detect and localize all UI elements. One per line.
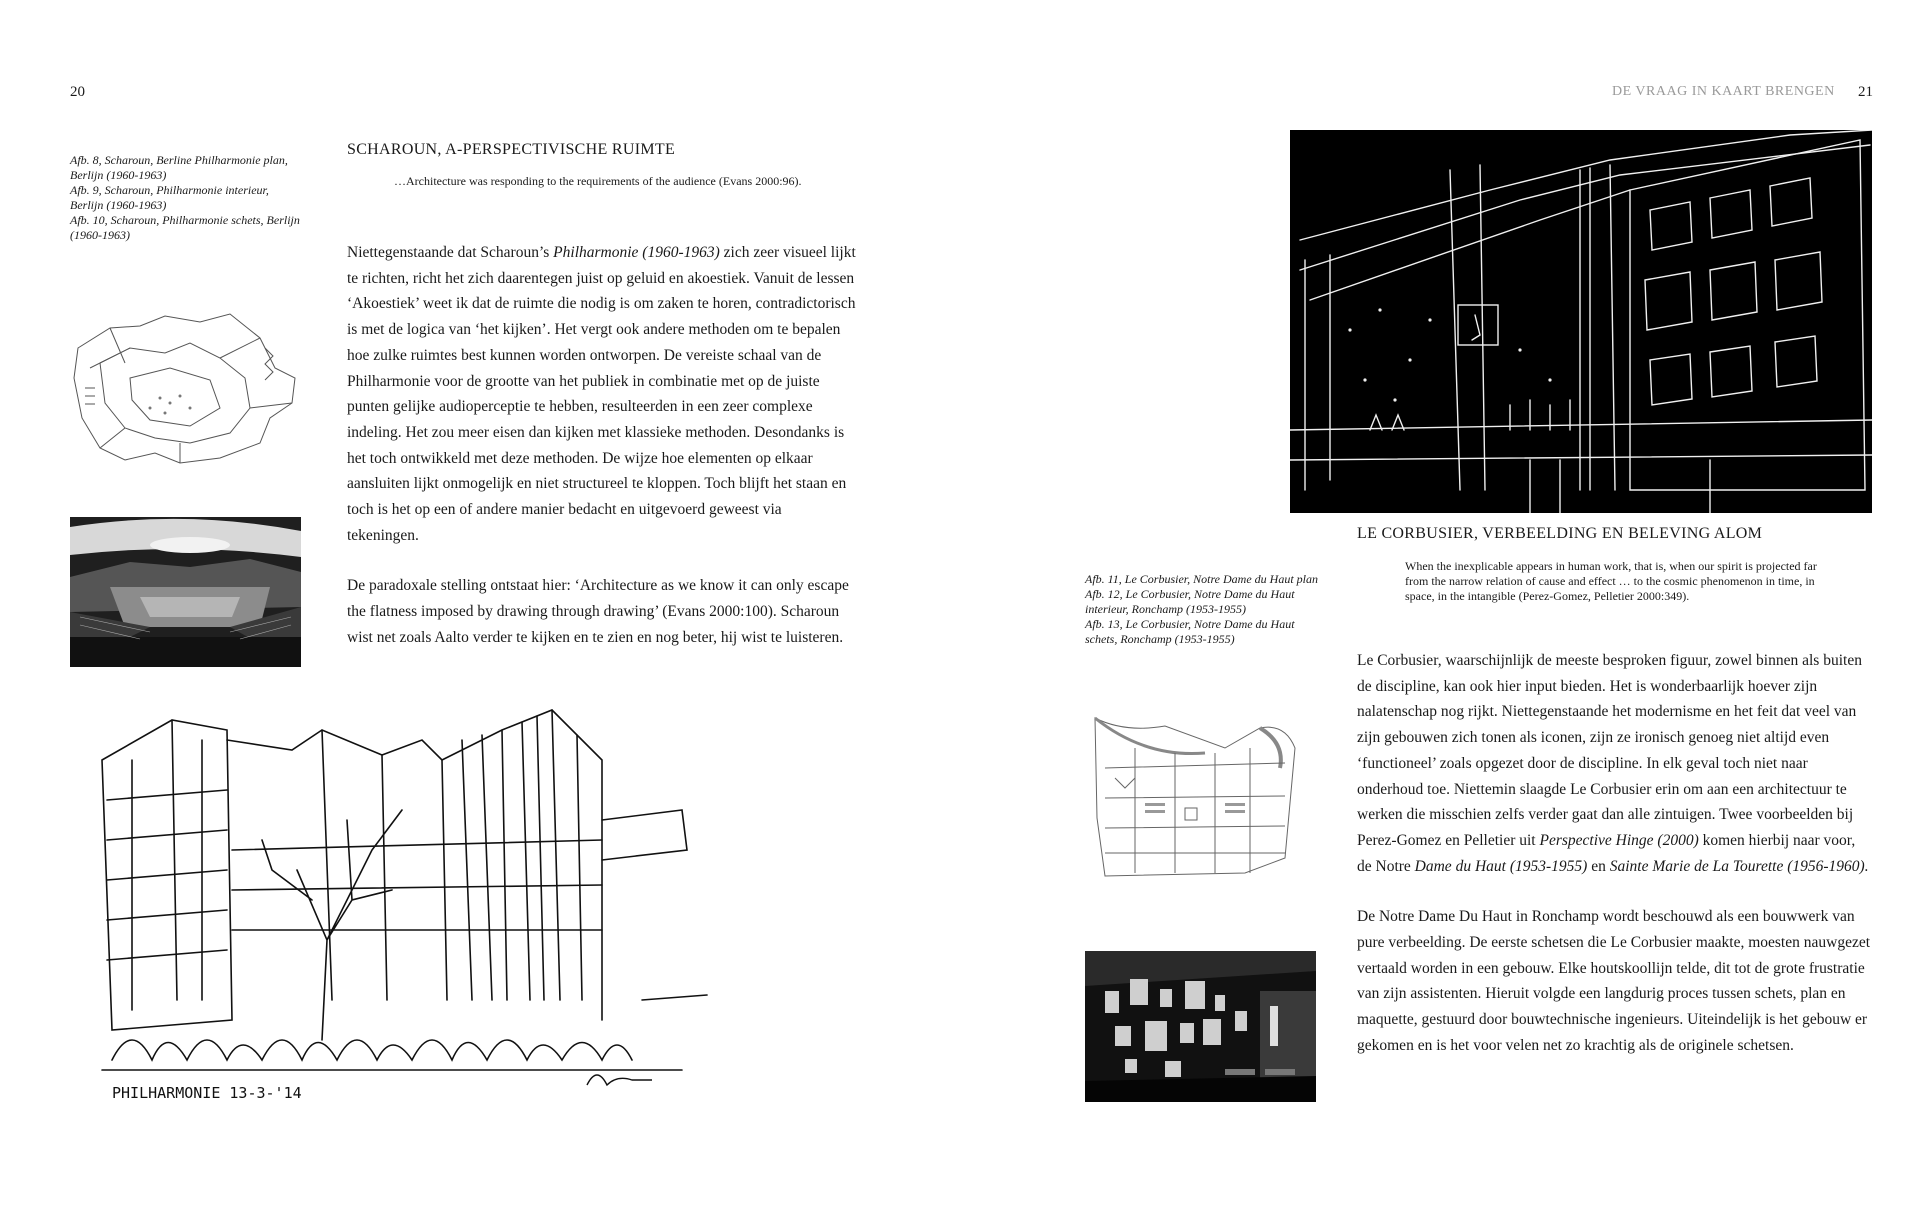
- page-number-left: 20: [70, 84, 85, 100]
- caption-afb-11: Afb. 11, Le Corbusier, Notre Dame du Haut plan: [1085, 572, 1318, 586]
- caption-afb-10: Afb. 10, Scharoun, Philharmonie schets, Berlijn (1960-1963): [70, 213, 300, 242]
- heading-le-corbusier: LE CORBUSIER, VERBEELDING EN BELEVING ALOM: [1357, 525, 1763, 542]
- caption-block-right: [1085, 572, 1325, 647]
- body-text-right: [1357, 648, 1872, 1059]
- sketch-handwriting: PHILHARMONIE 13-3-'14: [112, 1084, 302, 1102]
- philharmonie-plan-figure: [70, 308, 300, 468]
- ronchamp-plan-figure: [1085, 708, 1310, 878]
- ronchamp-interior-photo: [1085, 951, 1316, 1102]
- quote-evans: …Architecture was responding to the requirements of the audience (Evans 2000:96).: [394, 174, 802, 188]
- philharmonie-sketch-figure: [82, 700, 712, 1110]
- philharmonie-interior-photo: [70, 517, 301, 667]
- caption-afb-8: Afb. 8, Scharoun, Berline Philharmonie plan, Berlijn (1960-1963): [70, 153, 288, 182]
- running-head: DE VRAAG IN KAART BRENGEN: [1612, 84, 1835, 99]
- paragraph-corbusier-2: De Notre Dame Du Haut in Ronchamp wordt beschouwd als een bouwwerk van pure verbeelding. De eerste schetsen die Le Corbusier maakte, moesten nauwgezet vertaald worden in een gebouw. Elke houtskoollijn telde, dit tot de grote frustratie van zijn assistenten. Hieruit volgde een langdurig proces tussen schets, plan en maquette, gestuurd door bouwtechnische ingenieurs. Uiteindelijk is het gebouw er gekomen en is het voor velen net zo krachtig als de originele schetsen.: [1357, 908, 1871, 1054]
- ronchamp-sketch-figure: [1290, 130, 1872, 513]
- paragraph-corbusier-1: Le Corbusier, waarschijnlijk de meeste besproken figuur, zowel binnen als buiten de discipline, kan ook hier input bieden. Het is wonderbaarlijk hoever zijn nalatenschap nog rijkt. Niettegenstaande het modernisme en het feit dat veel van zijn gebouwen zich tonen als iconen, zijn ze ironisch genoeg niet altijd even ‘functioneel’ zoals opgezet door de discipline. In elk geval toch niet naar onderhoud toe. Niettemin slaagde Le Corbusier erin om aan een architectuur te werken die misschien zelfs verder gaat dan alle zintuigen. Twee voorbeelden bij Perez-Gomez en Pelletier uit Perspective Hinge (2000) komen hierbij naar voor, de Notre Dame du Haut (1953-1955) en Sainte Marie de La Tourette (1956-1960).: [1357, 652, 1869, 875]
- caption-block-left: [70, 153, 300, 243]
- paragraph-scharoun-1: Niettegenstaande dat Scharoun’s Philharmonie (1960-1963) zich zeer visueel lijkt te richten, richt het zich daarentegen juist op geluid en akoestiek. Vanuit de lessen ‘Akoestiek’ weet ik dat de ruimte die nodig is om zaken te horen, contradictorisch is met de logica van ‘het kijken’. Het vergt ook andere methoden om te bepalen hoe zulke ruimtes best kunnen worden ontworpen. De vereiste schaal van de Philharmonie voor de grootte van het publiek in combinatie met op de juiste punten gelijke audioperceptie te hebben, resulteerden in een zeer complexe indeling. Het zou meer eisen dan kijken met klassieke methoden. Desondanks is het toch ontwikkeld met deze methoden. De wijze hoe elementen op elkaar aansluiten lijkt onmogelijk en niet structureel te kloppen. Toch blijft het staan en toch is het op een of andere manier bedacht en uitgevoerd geweest via tekeningen.: [347, 244, 856, 544]
- caption-afb-12: Afb. 12, Le Corbusier, Notre Dame du Haut interieur, Ronchamp (1953-1955): [1085, 587, 1295, 616]
- page-number-right: 21: [1858, 84, 1873, 100]
- body-text-left: [347, 240, 857, 651]
- paragraph-scharoun-2: De paradoxale stelling ontstaat hier: ‘Architecture as we know it can only escape the flatness imposed by drawing through drawing’ (Evans 2000:100). Scharoun wist net zoals Aalto verder te kijken en te zien en nog beter, hij wist te luisteren.: [347, 577, 849, 646]
- quote-perez-gomez: When the inexplicable appears in human work, that is, when our spirit is projected far from the narrow relation of cause and effect … to the cosmic phenomenon in time, in space, in the intangible (Perez-Gomez, Pelletier 2000:349).: [1405, 559, 1817, 603]
- heading-scharoun: SCHAROUN, A-PERSPECTIVISCHE RUIMTE: [347, 141, 676, 158]
- caption-afb-13: Afb. 13, Le Corbusier, Notre Dame du Haut schets, Ronchamp (1953-1955): [1085, 617, 1295, 646]
- caption-afb-9: Afb. 9, Scharoun, Philharmonie interieur, Berlijn (1960-1963): [70, 183, 269, 212]
